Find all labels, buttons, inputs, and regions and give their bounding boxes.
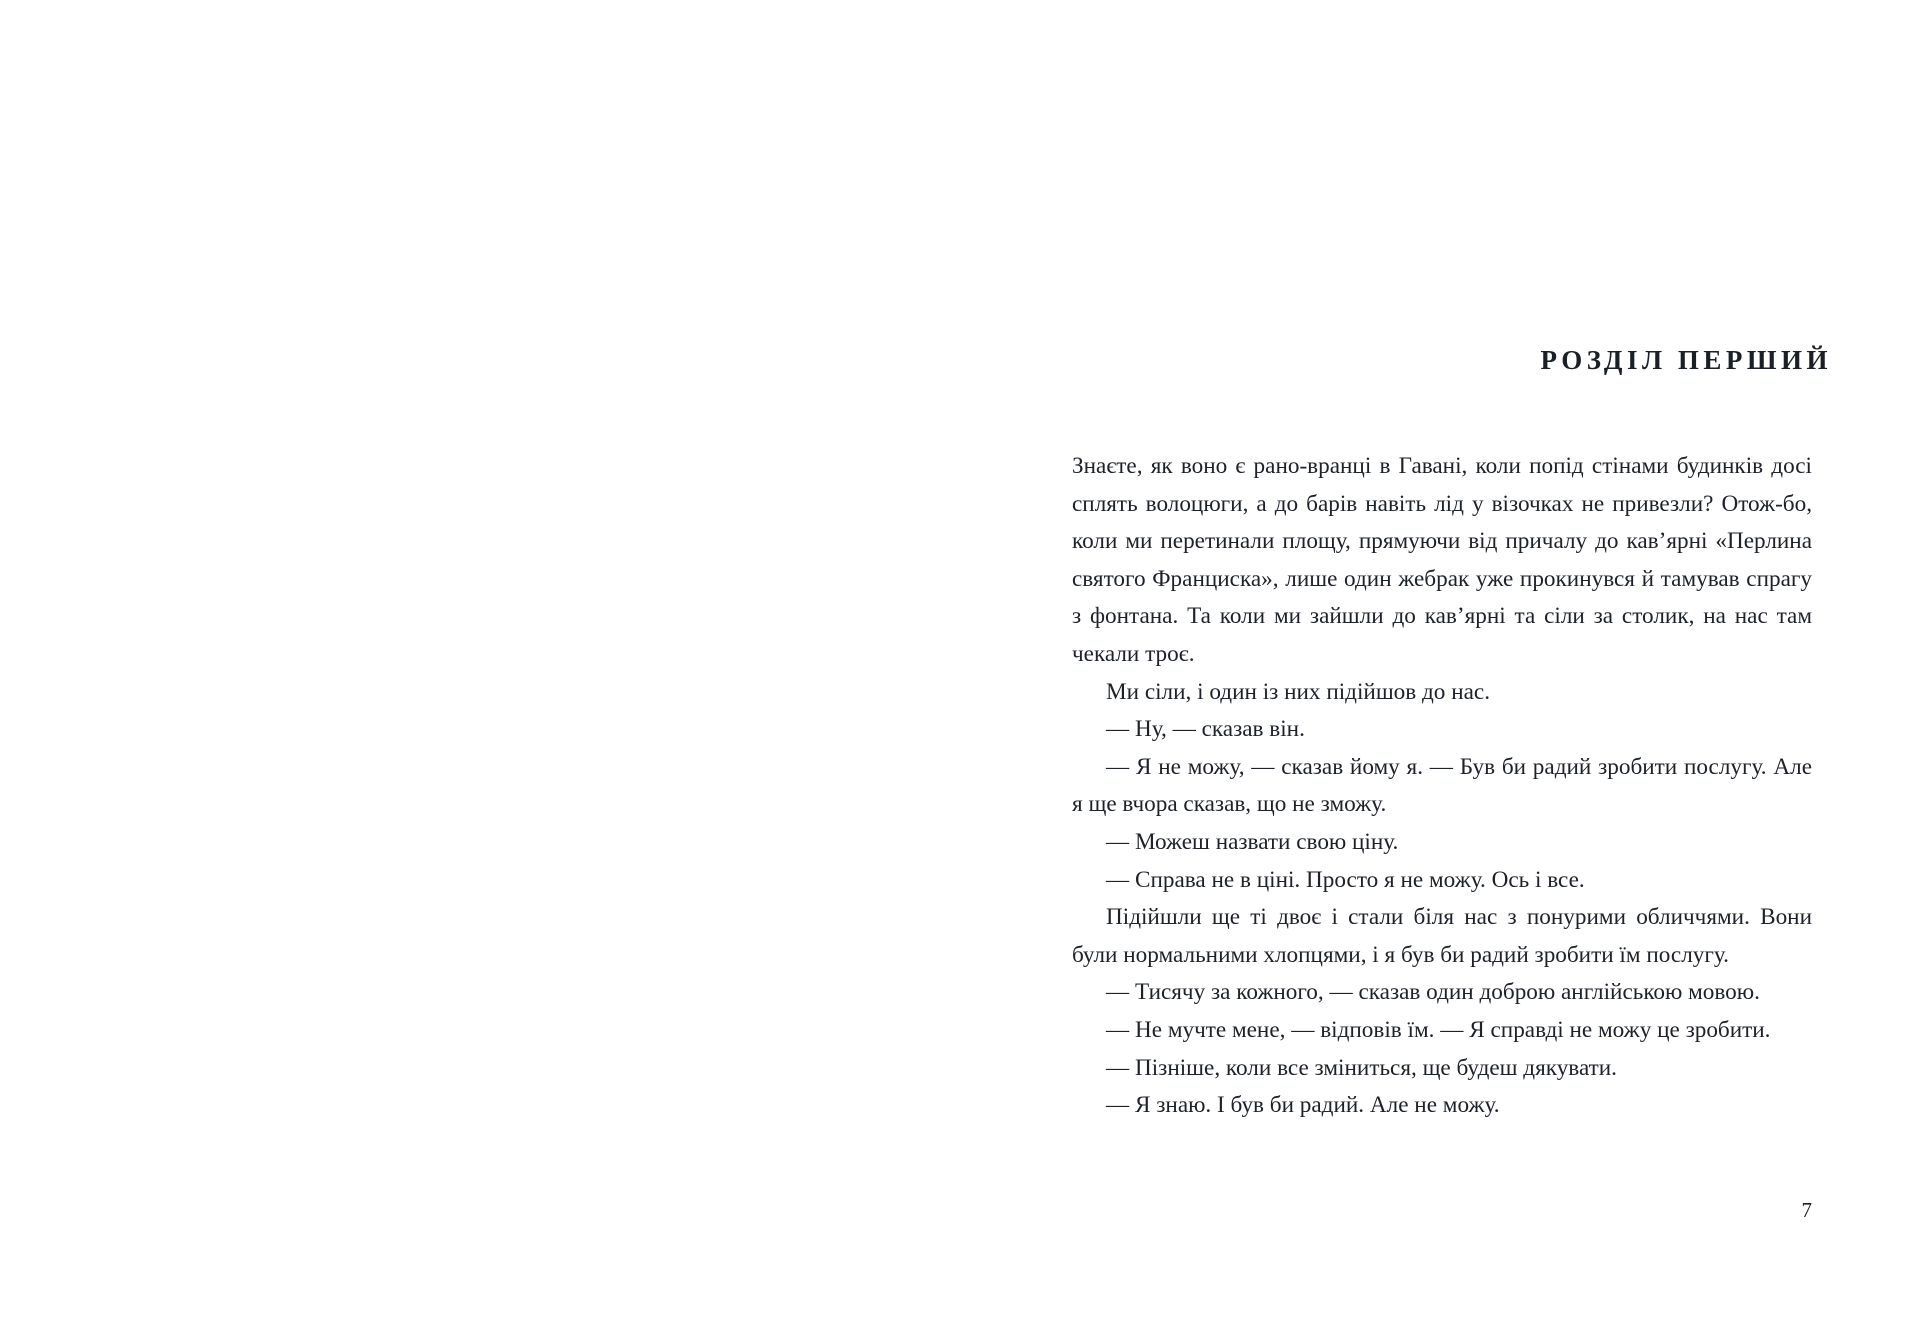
- paragraph: — Тисячу за кожного, — сказав один доброю англійською мовою.: [1106, 979, 1760, 1006]
- paragraph: — Пізніше, коли все зміниться, ще будеш дякувати.: [1106, 1054, 1617, 1081]
- paragraph: Знаєте, як воно є рано-вранці в Гавані, коли попід стінами будинків досі сплять волоцюги, а до барів навіть лід у візочках не привезли? Отож-бо, коли ми перетинали площу, прямуючи від причалу до кав’ярні «Перлина святого Франциска», лише один жебрак уже прокинувся й тамував спрагу з фонтана. Та коли ми зайшли до кав’ярні та сіли за столик, на нас там чекали троє.: [1072, 453, 1812, 667]
- page-number: 7: [1801, 1198, 1812, 1222]
- paragraph: — Ну, — сказав він.: [1106, 716, 1305, 743]
- paragraph: — Я знаю. І був би радий. Але не можу.: [1106, 1092, 1500, 1119]
- paragraph: Ми сіли, і один із них підійшов до нас.: [1106, 678, 1490, 705]
- page-right: [960, 0, 1920, 1325]
- body-text: [1072, 448, 1812, 1125]
- chapter-title: РОЗДІЛ ПЕРШИЙ: [1540, 345, 1832, 375]
- paragraph: — Справа не в ціні. Просто я не можу. Ось і все.: [1106, 866, 1585, 893]
- paragraph: — Можеш назвати свою ціну.: [1106, 828, 1399, 855]
- left-page-text-column: [112, 0, 872, 1325]
- paragraph: — Не мучте мене, — відповів їм. — Я справді не можу це зробити.: [1106, 1016, 1771, 1043]
- paragraph: Підійшли ще ті двоє і стали біля нас з понурими обличчями. Вони були нормальними хлопцями, і я був би радий зробити їм послугу.: [1072, 904, 1812, 968]
- right-page-text-column: [1072, 0, 1832, 1325]
- paragraph: — Я не можу, — сказав йому я. — Був би радий зробити послугу. Але я ще вчора сказав, що не зможу.: [1072, 753, 1812, 818]
